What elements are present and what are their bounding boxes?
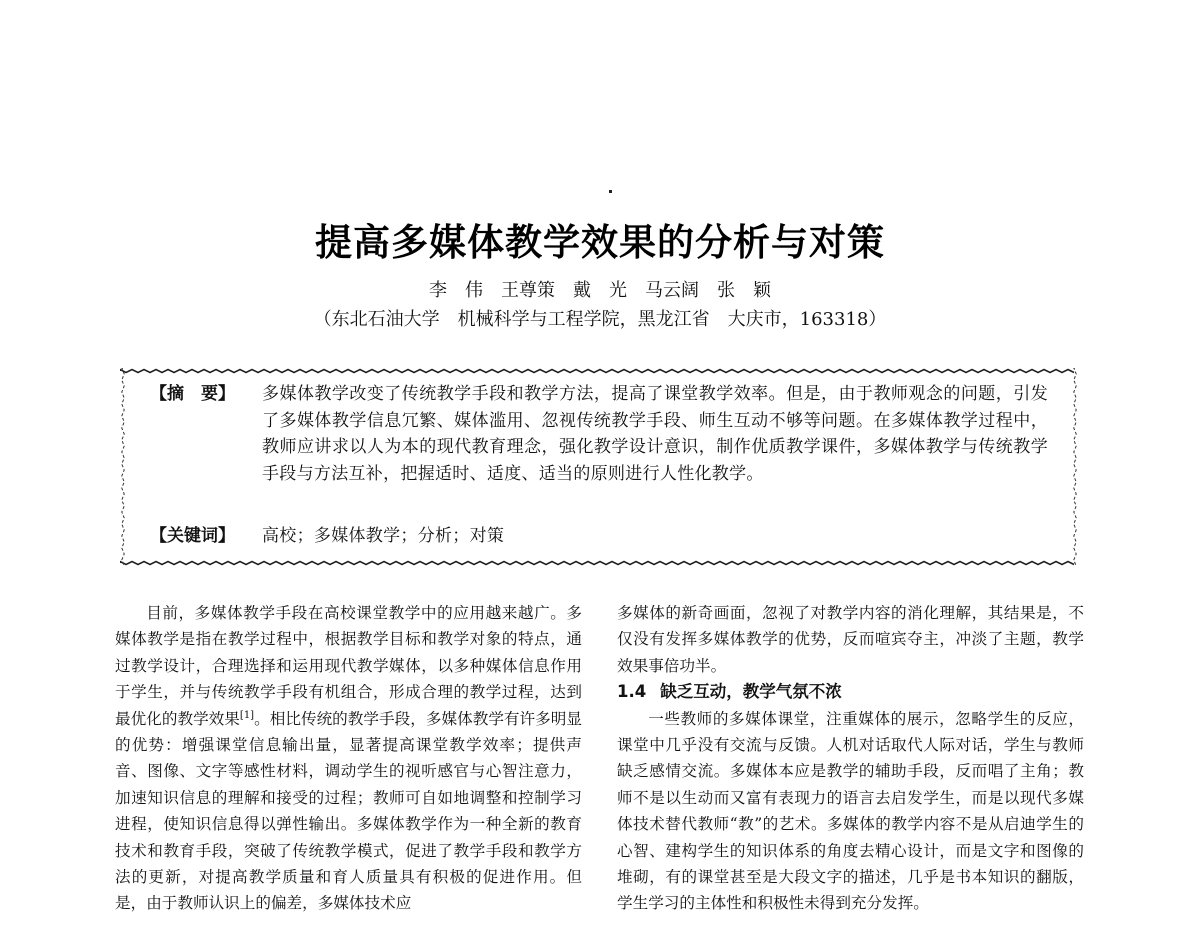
abstract-label: 【摘 要】 (150, 384, 235, 404)
section-paragraph: 一些教师的多媒体课堂，注重媒体的展示，忽略学生的反应，课堂中几乎没有交流与反馈。人机对话取代人际对话，学生与教师缺乏感情交流。多媒体本应是教学的辅助手段，反而唱了主角；教师不是以生动而又富有表现力的语言去启发学生，而是以现代多媒体技术替代教师“教”的艺术。多媒体的教学内容不是从启迪学生的心智、建构学生的知识体系的角度去精心设计，而是文字和图像的堆砌，有的课堂甚至是大段文字的描述，几乎是书本知识的翻版，学生学习的主体性和积极性未得到充分发挥。 (617, 709, 1084, 913)
section-title: 缺乏互动，教学气氛不浓 (660, 682, 842, 702)
keywords-label: 【关键词】 (150, 526, 235, 546)
keywords-row (150, 523, 1048, 550)
section-number: 1.4 (617, 682, 647, 702)
intro-text-a: 目前，多媒体教学手段在高校课堂教学中的应用越来越广。多媒体教学是指在教学过程中，根据教学目标和教学对象的特点，通过教学设计，合理选择和运用现代教学媒体，以多种媒体信息作用于学生，并与传统教学手段有机组合，形成合理的教学过程，达到最优化的教学效果 (115, 604, 582, 728)
keywords-text: 高校；多媒体教学；分析；对策 (262, 526, 505, 546)
body-column-left (115, 600, 582, 917)
author-list: 李 伟 王尊策 戴 光 马云阔 张 颖 (429, 280, 771, 301)
affiliation: （东北石油大学 机械科学与工程学院，黑龙江省 大庆市，163318） (313, 309, 887, 330)
citation-ref: [1] (239, 709, 255, 721)
abstract-text: 多媒体教学改变了传统教学手段和教学方法，提高了课堂教学效率。但是，由于教师观念的问题，引发了多媒体教学信息冗繁、媒体滥用、忽视传统教学手段、师生互动不够等问题。在多媒体教学过程中，教师应讲求以人为本的现代教育理念，强化教学设计意识，制作优质教学课件，多媒体教学与传统教学手段与方法互补，把握适时、适度、适当的原则进行人性化教学。 (262, 384, 1048, 484)
body-column-right (617, 600, 1084, 917)
paper-title: 提高多媒体教学效果的分析与对策 (315, 221, 885, 264)
intro-text-b: 。相比传统的教学手段，多媒体教学有许多明显的优势：增强课堂信息输出量，显著提高课堂教学效率；提供声音、图像、文字等感性材料，调动学生的视听感官与心智注意力，加速知识信息的理解和接受的过程；教师可自如地调整和控制学习进程，使知识信息得以弹性输出。多媒体教学作为一种全新的教育技术和教育手段，突破了传统教学模式，促进了教学手段和教学方法的更新，对提高教学质量和育人质量具有积极的促进作用。但是，由于教师认识上的偏差，多媒体技术应 (115, 709, 582, 913)
abstract-row (150, 381, 1048, 487)
abstract-box (120, 368, 1078, 566)
stray-dot (609, 190, 612, 193)
intro-paragraph (115, 600, 582, 917)
section-heading (617, 679, 1084, 705)
continued-paragraph: 多媒体的新奇画面，忽视了对教学内容的消化理解，其结果是，不仅没有发挥多媒体教学的优势，反而喧宾夺主，冲淡了主题，教学效果事倍功半。 (617, 604, 1084, 675)
